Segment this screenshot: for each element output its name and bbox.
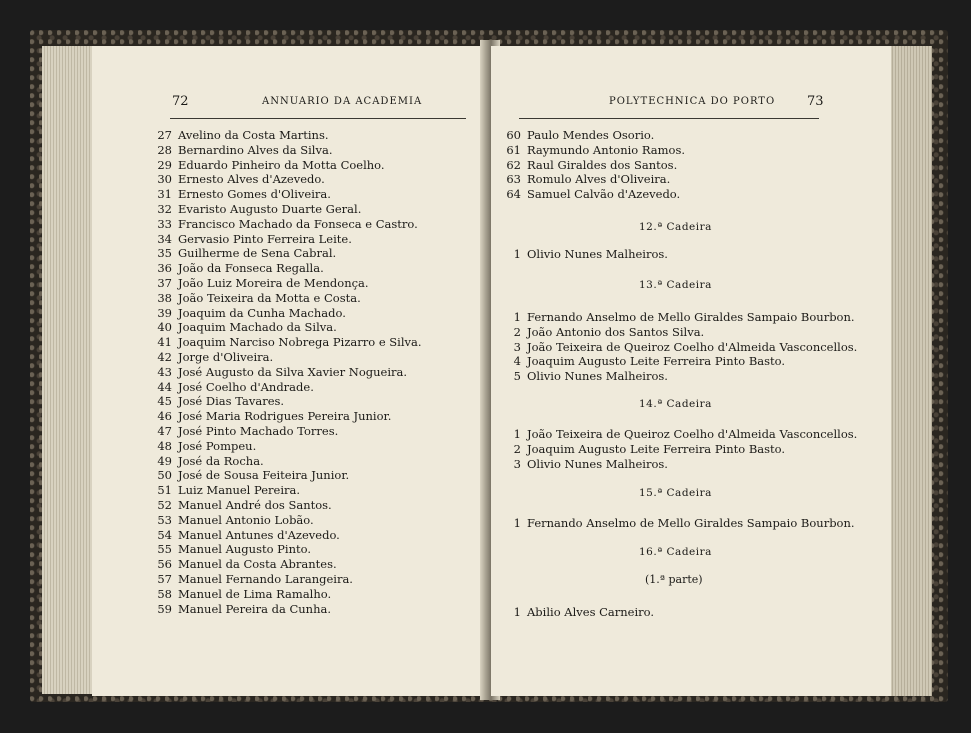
list-item: 34 Gervasio Pinto Ferreira Leite. (157, 231, 352, 246)
section-list-16 (505, 605, 654, 620)
list-item: 3 João Teixeira de Queiroz Coelho d'Almeida Vasconcellos. (513, 339, 858, 354)
list-item: 37 João Luiz Moreira de Mendonça. (157, 275, 369, 290)
list-item: 1 João Teixeira de Queiroz Coelho d'Almeida Vasconcellos. (513, 427, 858, 441)
list-item: 44 José Coelho d'Andrade. (157, 379, 314, 394)
list-item: 48 José Pompeu. (157, 438, 257, 453)
list-item: 38 João Teixeira da Motta e Costa. (157, 290, 361, 305)
list-item: 40 Joaquim Machado da Silva. (157, 320, 337, 335)
section-heading-12: 12.ª Cadeira (639, 221, 712, 233)
running-head-left: ANNUARIO DA ACADEMIA (262, 96, 423, 107)
list-item: 46 José Maria Rodrigues Pereira Junior. (157, 409, 392, 424)
student-list-left (156, 128, 422, 616)
list-item: 57 Manuel Fernando Larangeira. (157, 571, 353, 586)
list-item: 1 Abilio Alves Carneiro. (513, 605, 655, 619)
list-item: 41 Joaquim Narciso Nobrega Pizarro e Silva. (157, 335, 422, 350)
list-item: 5 Olivio Nunes Malheiros. (513, 369, 668, 384)
right-page (491, 46, 891, 696)
section-list-13 (505, 310, 857, 384)
list-item: 1 Fernando Anselmo de Mello Giraldes Sampaio Bourbon. (513, 516, 855, 530)
list-item: 4 Joaquim Augusto Leite Ferreira Pinto Basto. (513, 354, 786, 369)
list-item: 50 José de Sousa Feiteira Junior. (157, 468, 350, 483)
page-number-right: 73 (807, 94, 824, 109)
list-item: 30 Ernesto Alves d'Azevedo. (157, 172, 325, 187)
list-item: 31 Ernesto Gomes d'Oliveira. (157, 187, 331, 202)
list-item: 2 Joaquim Augusto Leite Ferreira Pinto Basto. (513, 441, 786, 456)
list-item: 52 Manuel André dos Santos. (157, 497, 332, 512)
list-item: 64 Samuel Calvão d'Azevedo. (506, 187, 681, 202)
list-item: 55 Manuel Augusto Pinto. (157, 542, 311, 557)
student-list-right (505, 128, 685, 202)
list-item: 27 Avelino da Costa Martins. (157, 128, 329, 142)
section-list-15 (505, 516, 855, 531)
list-item: 54 Manuel Antunes d'Azevedo. (157, 527, 340, 542)
section-heading-14: 14.ª Cadeira (639, 398, 712, 410)
section-heading-13: 13.ª Cadeira (639, 279, 712, 291)
running-head-right: POLYTECHNICA DO PORTO (609, 96, 776, 107)
list-item: 53 Manuel Antonio Lobão. (157, 512, 314, 527)
list-item: 3 Olivio Nunes Malheiros. (513, 456, 668, 471)
page-number-left: 72 (172, 94, 189, 109)
list-item: 28 Bernardino Alves da Silva. (157, 142, 333, 157)
list-item: 49 José da Rocha. (157, 453, 264, 468)
section-heading-16: 16.ª Cadeira (639, 546, 712, 558)
section-subheading-16: (1.ª parte) (645, 573, 703, 586)
list-item: 56 Manuel da Costa Abrantes. (157, 557, 337, 572)
page-edges-right (890, 46, 932, 696)
list-item: 39 Joaquim da Cunha Machado. (157, 305, 346, 320)
list-item: 43 José Augusto da Silva Xavier Nogueira. (157, 364, 408, 379)
list-item: 61 Raymundo Antonio Ramos. (506, 142, 686, 157)
list-item: 47 José Pinto Machado Torres. (157, 423, 339, 438)
left-page (92, 46, 487, 696)
list-item: 32 Evaristo Augusto Duarte Geral. (157, 201, 362, 216)
list-item: 62 Raul Giraldes dos Santos. (506, 157, 678, 172)
list-item: 1 Olivio Nunes Malheiros. (513, 247, 668, 261)
list-item: 63 Romulo Alves d'Oliveira. (506, 172, 671, 187)
list-item: 2 João Antonio dos Santos Silva. (513, 324, 705, 339)
list-item: 42 Jorge d'Oliveira. (157, 349, 274, 364)
list-item: 1 Fernando Anselmo de Mello Giraldes Sampaio Bourbon. (513, 310, 855, 324)
list-item: 45 José Dias Tavares. (157, 394, 285, 409)
list-item: 33 Francisco Machado da Fonseca e Castro. (157, 216, 418, 231)
section-heading-15: 15.ª Cadeira (639, 487, 712, 499)
section-list-14 (505, 427, 857, 471)
list-item: 36 João da Fonseca Regalla. (157, 261, 324, 276)
list-item: 59 Manuel Pereira da Cunha. (157, 601, 332, 616)
list-item: 35 Guilherme de Sena Cabral. (157, 246, 337, 261)
list-item: 60 Paulo Mendes Osorio. (506, 128, 655, 142)
list-item: 58 Manuel de Lima Ramalho. (157, 586, 332, 601)
list-item: 29 Eduardo Pinheiro da Motta Coelho. (157, 157, 385, 172)
list-item: 51 Luiz Manuel Pereira. (157, 483, 301, 498)
section-list-12 (505, 247, 668, 262)
header-rule-right (519, 118, 819, 119)
header-rule-left (170, 118, 466, 119)
